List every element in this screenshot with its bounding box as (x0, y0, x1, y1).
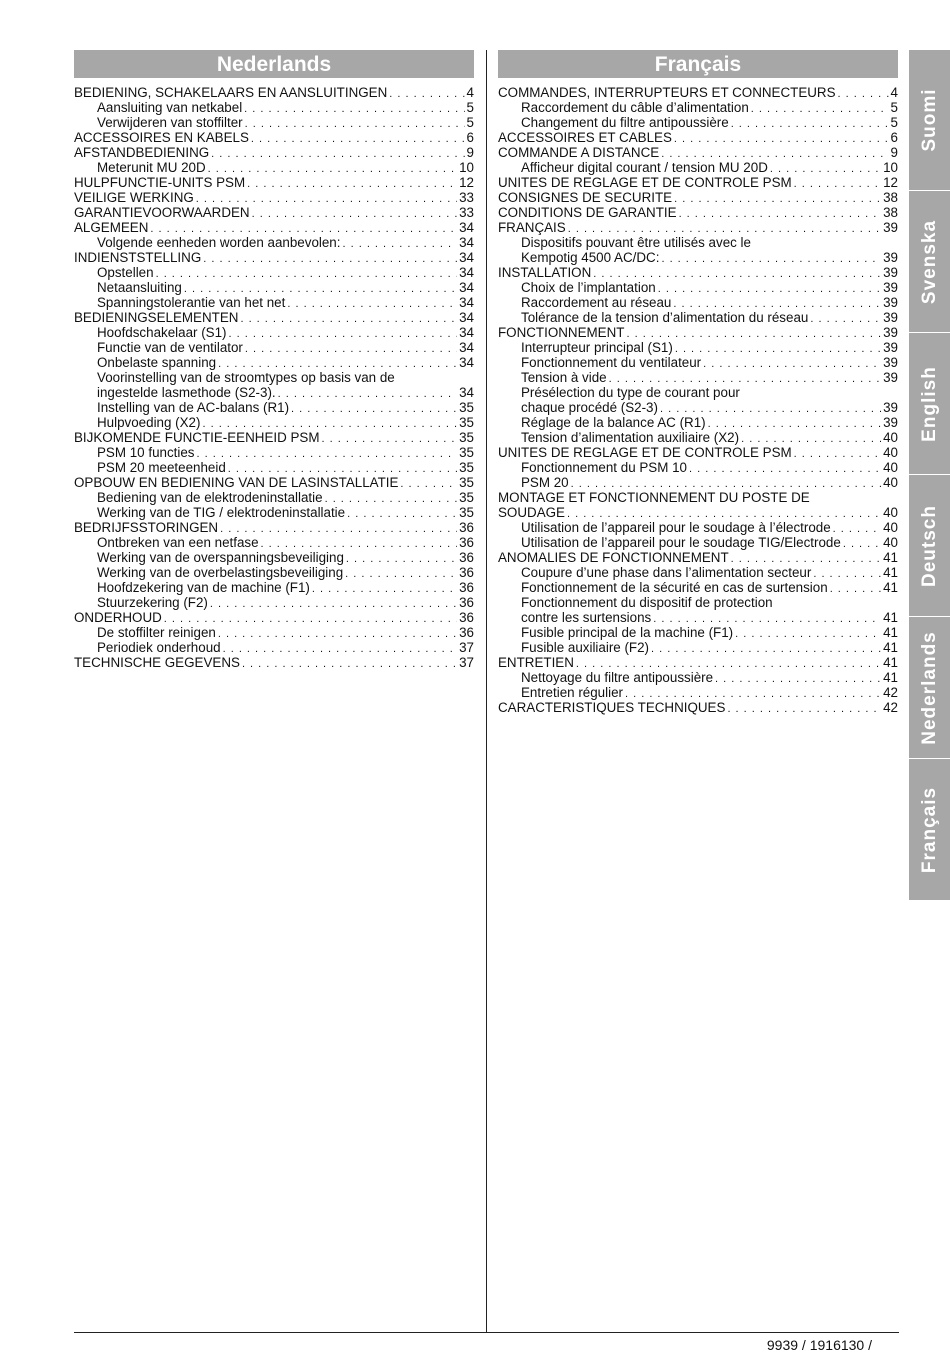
toc-page-number: 42 (883, 700, 898, 715)
language-tab-strip (909, 50, 950, 901)
toc-entry[interactable] (498, 700, 898, 715)
toc-page-number: 34 (459, 355, 474, 370)
toc-entry[interactable] (498, 460, 898, 475)
toc-page-number: 34 (459, 295, 474, 310)
toc-entry[interactable] (74, 85, 474, 100)
toc-entry[interactable] (74, 265, 474, 280)
toc-entry-title: CARACTERISTIQUES TECHNIQUES (498, 700, 726, 715)
toc-entry-title: Werking van de overbelastingsbeveiliging (97, 565, 344, 580)
toc-list-nederlands (74, 85, 474, 670)
toc-column-nederlands (74, 50, 474, 670)
toc-page-number: 39 (883, 295, 898, 310)
toc-entry-title: Onbelaste spanning (97, 355, 217, 370)
toc-entry-title: Hoofdschakelaar (S1) (97, 325, 227, 340)
toc-page-number: 35 (459, 460, 474, 475)
toc-entry-title: Hulpvoeding (X2) (97, 415, 201, 430)
toc-entry-title: Hoofdzekering van de machine (F1) (97, 580, 310, 595)
toc-page-number: 41 (883, 565, 898, 580)
toc-entry[interactable] (498, 190, 898, 205)
toc-entry-title: Meterunit MU 20D (97, 160, 206, 175)
toc-page-number: 5 (466, 115, 474, 130)
toc-entry-title: Fusible principal de la machine (F1) (521, 625, 734, 640)
toc-entry-title: TECHNISCHE GEGEVENS (74, 655, 240, 670)
toc-page-number: 9 (890, 145, 898, 160)
document-code: 9939 / 1916130 / (766, 1337, 872, 1353)
toc-entry-title: Raccordement au réseau (521, 295, 672, 310)
toc-entry[interactable] (498, 430, 898, 445)
toc-entry[interactable] (498, 355, 898, 370)
toc-page-number: 5 (890, 115, 898, 130)
toc-entry[interactable] (74, 220, 474, 235)
toc-entry[interactable] (74, 580, 474, 595)
toc-entry-title: BEDRIJFSSTORINGEN (74, 520, 219, 535)
toc-page-number: 37 (459, 655, 474, 670)
toc-entry[interactable] (74, 130, 474, 145)
toc-page-number: 35 (459, 490, 474, 505)
column-header-nederlands: Nederlands (74, 50, 474, 78)
toc-entry[interactable] (74, 175, 474, 190)
toc-entry-title-continued: Kempotig 4500 AC/DC: (521, 250, 660, 265)
toc-page-number: 5 (466, 100, 474, 115)
toc-page-number: 41 (883, 550, 898, 565)
toc-entry-title: COMMANDE A DISTANCE (498, 145, 660, 160)
column-header-francais: Français (498, 50, 898, 78)
toc-page-number: 33 (459, 205, 474, 220)
toc-entry-title: Functie van de ventilator (97, 340, 243, 355)
toc-entry-title: Tension d’alimentation auxiliaire (X2) (521, 430, 740, 445)
toc-entry[interactable] (74, 295, 474, 310)
toc-entry-title: Stuurzekering (F2) (97, 595, 208, 610)
toc-entry-title: INSTALLATION (498, 265, 592, 280)
toc-entry-title: ACCESSOIRES EN KABELS (74, 130, 249, 145)
toc-entry[interactable] (498, 295, 898, 310)
language-tab-label: Nederlands (918, 630, 940, 745)
toc-entry-title: Fonctionnement du PSM 10 (521, 460, 687, 475)
toc-entry-title: UNITES DE REGLAGE ET DE CONTROLE PSM (498, 445, 792, 460)
toc-entry[interactable] (498, 205, 898, 220)
toc-page-number: 39 (883, 340, 898, 355)
toc-page-number: 39 (883, 250, 898, 265)
toc-entry-title: Netaansluiting (97, 280, 182, 295)
toc-list-francais (498, 85, 898, 715)
toc-entry[interactable] (498, 85, 898, 100)
toc-entry[interactable] (74, 565, 474, 580)
toc-entry-title: COMMANDES, INTERRUPTEURS ET CONNECTEURS (498, 85, 836, 100)
toc-page-number: 36 (459, 520, 474, 535)
toc-entry-title: Coupure d’une phase dans l’alimentation secteur (521, 565, 812, 580)
toc-entry-title: UNITES DE REGLAGE ET DE CONTROLE PSM (498, 175, 792, 190)
toc-entry[interactable] (74, 370, 474, 400)
toc-page-number: 4 (890, 85, 898, 100)
toc-entry[interactable] (74, 550, 474, 565)
toc-entry-title: BEDIENING, SCHAKELAARS EN AANSLUITINGEN (74, 85, 388, 100)
toc-entry-title: CONDITIONS DE GARANTIE (498, 205, 677, 220)
toc-entry-title: Opstellen (97, 265, 154, 280)
toc-page-number: 34 (459, 235, 474, 250)
toc-entry[interactable] (74, 145, 474, 160)
toc-entry[interactable] (498, 325, 898, 340)
toc-entry-title: Présélection du type de courant pour (521, 385, 740, 400)
toc-entry[interactable] (498, 265, 898, 280)
toc-entry-title: Afficheur digital courant / tension MU 20D (521, 160, 768, 175)
toc-entry-title: Ontbreken van een netfase (97, 535, 259, 550)
toc-page-number: 34 (459, 325, 474, 340)
toc-entry-title: Changement du filtre antipoussière (521, 115, 729, 130)
toc-page-number: 33 (459, 190, 474, 205)
toc-entry-title: BIJKOMENDE FUNCTIE-EENHEID PSM (74, 430, 320, 445)
toc-entry-title: Tension à vide (521, 370, 607, 385)
toc-page-number: 40 (883, 520, 898, 535)
toc-entry-title: Verwijderen van stoffilter (97, 115, 243, 130)
toc-page-number: 40 (883, 475, 898, 490)
toc-page-number: 41 (883, 655, 898, 670)
toc-entry[interactable] (498, 685, 898, 700)
toc-entry-title: Spanningstolerantie van het net (97, 295, 286, 310)
toc-entry-title: HULPFUNCTIE-UNITS PSM (74, 175, 246, 190)
toc-entry-title: OPBOUW EN BEDIENING VAN DE LASINSTALLATIE (74, 475, 399, 490)
toc-entry-title: AFSTANDBEDIENING (74, 145, 210, 160)
language-tab-suomi[interactable] (909, 50, 950, 191)
language-tab-label: Français (918, 786, 940, 873)
toc-entry[interactable] (498, 670, 898, 685)
toc-entry-title-continued: contre les surtensions (521, 610, 652, 625)
toc-entry-title: Dispositifs pouvant être utilisés avec le (521, 235, 751, 250)
toc-entry[interactable] (74, 250, 474, 265)
toc-entry[interactable] (498, 445, 898, 460)
toc-entry-title: ENTRETIEN (498, 655, 574, 670)
toc-page-number: 34 (459, 385, 474, 400)
toc-page-number: 36 (459, 535, 474, 550)
toc-page-number: 4 (466, 85, 474, 100)
toc-entry[interactable] (74, 355, 474, 370)
toc-page-number: 35 (459, 475, 474, 490)
toc-page-number: 36 (459, 565, 474, 580)
toc-entry-title: Tolérance de la tension d’alimentation du réseau (521, 310, 809, 325)
toc-entry[interactable] (74, 235, 474, 250)
toc-entry-title: Periodiek onderhoud (97, 640, 221, 655)
toc-column-francais (498, 50, 898, 715)
language-tab-label: English (918, 365, 940, 442)
toc-entry[interactable] (74, 340, 474, 355)
toc-entry[interactable] (74, 640, 474, 655)
toc-entry[interactable] (498, 550, 898, 565)
toc-page-number: 35 (459, 445, 474, 460)
toc-page-number: 39 (883, 280, 898, 295)
toc-entry-title: Nettoyage du filtre antipoussière (521, 670, 714, 685)
toc-entry-title: Utilisation de l’appareil pour le soudage TIG/Electrode (521, 535, 841, 550)
toc-page-number: 34 (459, 340, 474, 355)
toc-page-number: 41 (883, 610, 898, 625)
toc-entry[interactable] (498, 370, 898, 385)
toc-entry-title: Entretien régulier (521, 685, 623, 700)
toc-entry-title: Utilisation de l’appareil pour le soudage à l’électrode (521, 520, 831, 535)
toc-entry[interactable] (498, 340, 898, 355)
toc-page-number: 5 (890, 100, 898, 115)
toc-entry-title-continued: chaque procédé (S2-3) (521, 400, 658, 415)
toc-page-number: 36 (459, 550, 474, 565)
toc-page-number: 38 (883, 190, 898, 205)
toc-entry-title: Werking van de TIG / elektrodeninstallatie (97, 505, 346, 520)
toc-entry[interactable] (498, 280, 898, 295)
toc-entry-title: Raccordement du câble d’alimentation (521, 100, 749, 115)
toc-entry-title: Instelling van de AC-balans (R1) (97, 400, 290, 415)
toc-page-number: 39 (883, 400, 898, 415)
toc-entry-title: PSM 20 meeteenheid (97, 460, 226, 475)
toc-entry[interactable] (498, 640, 898, 655)
toc-page-number: 40 (883, 505, 898, 520)
toc-entry[interactable] (74, 505, 474, 520)
toc-entry[interactable] (74, 205, 474, 220)
toc-page-number: 34 (459, 250, 474, 265)
toc-entry-title: ALGEMEEN (74, 220, 149, 235)
toc-entry-title: Réglage de la balance AC (R1) (521, 415, 706, 430)
toc-entry-title: FONCTIONNEMENT (498, 325, 625, 340)
toc-entry-title: CONSIGNES DE SECURITE (498, 190, 673, 205)
toc-page-number: 35 (459, 430, 474, 445)
toc-page-number: 34 (459, 265, 474, 280)
toc-entry-title-continued: SOUDAGE (498, 505, 565, 520)
toc-entry-title: Fonctionnement du dispositif de protection (521, 595, 773, 610)
language-tab-english[interactable] (909, 333, 950, 475)
toc-entry-title: PSM 10 functies (97, 445, 195, 460)
toc-page-number: 39 (883, 370, 898, 385)
toc-entry[interactable] (498, 625, 898, 640)
toc-entry[interactable] (498, 235, 898, 265)
toc-entry-title: Bediening van de elektrodeninstallatie (97, 490, 323, 505)
toc-page-number: 37 (459, 640, 474, 655)
toc-entry-title: ANOMALIES DE FONCTIONNEMENT (498, 550, 729, 565)
dot-leader (242, 657, 457, 672)
toc-entry[interactable] (74, 520, 474, 535)
language-tab-label: Deutsch (918, 504, 940, 587)
toc-entry[interactable] (74, 535, 474, 550)
toc-entry[interactable] (498, 310, 898, 325)
toc-page-number: 36 (459, 625, 474, 640)
toc-entry[interactable] (498, 145, 898, 160)
toc-page-number: 36 (459, 610, 474, 625)
language-tab-label: Svenska (918, 219, 940, 304)
toc-entry[interactable] (74, 490, 474, 505)
toc-entry-title: FRANÇAIS (498, 220, 566, 235)
toc-entry-title: De stoffilter reinigen (97, 625, 216, 640)
column-divider (486, 50, 487, 1333)
toc-page-number: 40 (883, 460, 898, 475)
toc-entry-title: Aansluiting van netkabel (97, 100, 243, 115)
toc-entry[interactable] (74, 400, 474, 415)
toc-entry[interactable] (498, 580, 898, 595)
toc-entry-title: Fonctionnement de la sécurité en cas de surtension (521, 580, 828, 595)
toc-entry-title: Choix de l’implantation (521, 280, 656, 295)
toc-page-number: 39 (883, 220, 898, 235)
toc-entry[interactable] (74, 325, 474, 340)
toc-entry[interactable] (74, 445, 474, 460)
toc-page-number: 39 (883, 415, 898, 430)
toc-entry[interactable] (498, 100, 898, 115)
toc-entry-title: Fonctionnement du ventilateur (521, 355, 702, 370)
toc-page-number: 35 (459, 400, 474, 415)
toc-entry[interactable] (74, 610, 474, 625)
toc-entry-title: INDIENSTSTELLING (74, 250, 202, 265)
toc-page-number: 39 (883, 265, 898, 280)
toc-page-number: 40 (883, 445, 898, 460)
footer-rule (74, 1332, 899, 1333)
toc-page-number: 36 (459, 595, 474, 610)
toc-page-number: 10 (883, 160, 898, 175)
language-tab-label: Suomi (918, 88, 940, 152)
toc-page-number: 41 (883, 640, 898, 655)
toc-entry[interactable] (498, 115, 898, 130)
toc-page-number: 35 (459, 505, 474, 520)
toc-entry[interactable] (74, 160, 474, 175)
toc-page-number: 39 (883, 355, 898, 370)
toc-entry[interactable] (74, 115, 474, 130)
toc-page-number: 12 (459, 175, 474, 190)
toc-entry[interactable] (74, 280, 474, 295)
toc-page-number: 40 (883, 430, 898, 445)
toc-page-number: 6 (466, 130, 474, 145)
toc-entry[interactable] (498, 655, 898, 670)
toc-page-number: 10 (459, 160, 474, 175)
toc-page-number: 6 (890, 130, 898, 145)
toc-entry-title: MONTAGE ET FONCTIONNEMENT DU POSTE DE (498, 490, 810, 505)
toc-entry[interactable] (498, 535, 898, 550)
toc-entry[interactable] (498, 490, 898, 520)
toc-entry[interactable] (74, 625, 474, 640)
toc-entry-title: Werking van de overspanningsbeveiliging (97, 550, 344, 565)
language-tab-svenska[interactable] (909, 191, 950, 333)
toc-entry[interactable] (498, 415, 898, 430)
toc-page-number: 40 (883, 535, 898, 550)
toc-page-number: 39 (883, 310, 898, 325)
toc-entry[interactable] (498, 130, 898, 145)
language-tab-francais[interactable] (909, 759, 950, 901)
toc-entry-title: Fusible auxiliaire (F2) (521, 640, 649, 655)
toc-entry-title: GARANTIEVOORWAARDEN (74, 205, 250, 220)
toc-entry[interactable] (498, 220, 898, 235)
toc-entry[interactable] (498, 595, 898, 625)
toc-page-number: 9 (466, 145, 474, 160)
toc-entry-title: BEDIENINGSELEMENTEN (74, 310, 239, 325)
toc-entry[interactable] (74, 475, 474, 490)
language-tab-nederlands[interactable] (909, 617, 950, 759)
toc-entry[interactable] (74, 415, 474, 430)
toc-entry[interactable] (74, 310, 474, 325)
toc-page-number: 34 (459, 280, 474, 295)
toc-entry-title: Voorinstelling van de stroomtypes op basis van de (97, 370, 395, 385)
toc-entry[interactable] (74, 190, 474, 205)
toc-page-number: 41 (883, 625, 898, 640)
language-tab-deutsch[interactable] (909, 475, 950, 617)
toc-page-number: 41 (883, 580, 898, 595)
toc-entry[interactable] (74, 655, 474, 670)
toc-page-number: 12 (883, 175, 898, 190)
toc-page-number: 35 (459, 415, 474, 430)
toc-entry-title: PSM 20 (521, 475, 569, 490)
toc-entry[interactable] (74, 460, 474, 475)
toc-entry[interactable] (498, 565, 898, 580)
toc-entry-title: ACCESSOIRES ET CABLES (498, 130, 672, 145)
toc-entry[interactable] (498, 385, 898, 415)
toc-entry-title: Volgende eenheden worden aanbevolen: (97, 235, 341, 250)
toc-entry[interactable] (498, 160, 898, 175)
toc-entry[interactable] (498, 175, 898, 190)
toc-entry-title: ONDERHOUD (74, 610, 162, 625)
toc-page-number: 34 (459, 310, 474, 325)
toc-entry[interactable] (498, 475, 898, 490)
toc-entry-title-continued: ingestelde lasmethode (S2-3). (97, 385, 276, 400)
toc-entry[interactable] (74, 595, 474, 610)
toc-page-number: 42 (883, 685, 898, 700)
dot-leader (727, 702, 881, 717)
toc-page-number: 38 (883, 205, 898, 220)
toc-page-number: 41 (883, 670, 898, 685)
toc-page-number: 34 (459, 220, 474, 235)
toc-entry-title: VEILIGE WERKING (74, 190, 194, 205)
toc-entry-title: Interrupteur principal (S1) (521, 340, 673, 355)
toc-page-number: 36 (459, 580, 474, 595)
toc-entry[interactable] (498, 520, 898, 535)
toc-page-number: 39 (883, 325, 898, 340)
toc-entry[interactable] (74, 100, 474, 115)
toc-entry[interactable] (74, 430, 474, 445)
